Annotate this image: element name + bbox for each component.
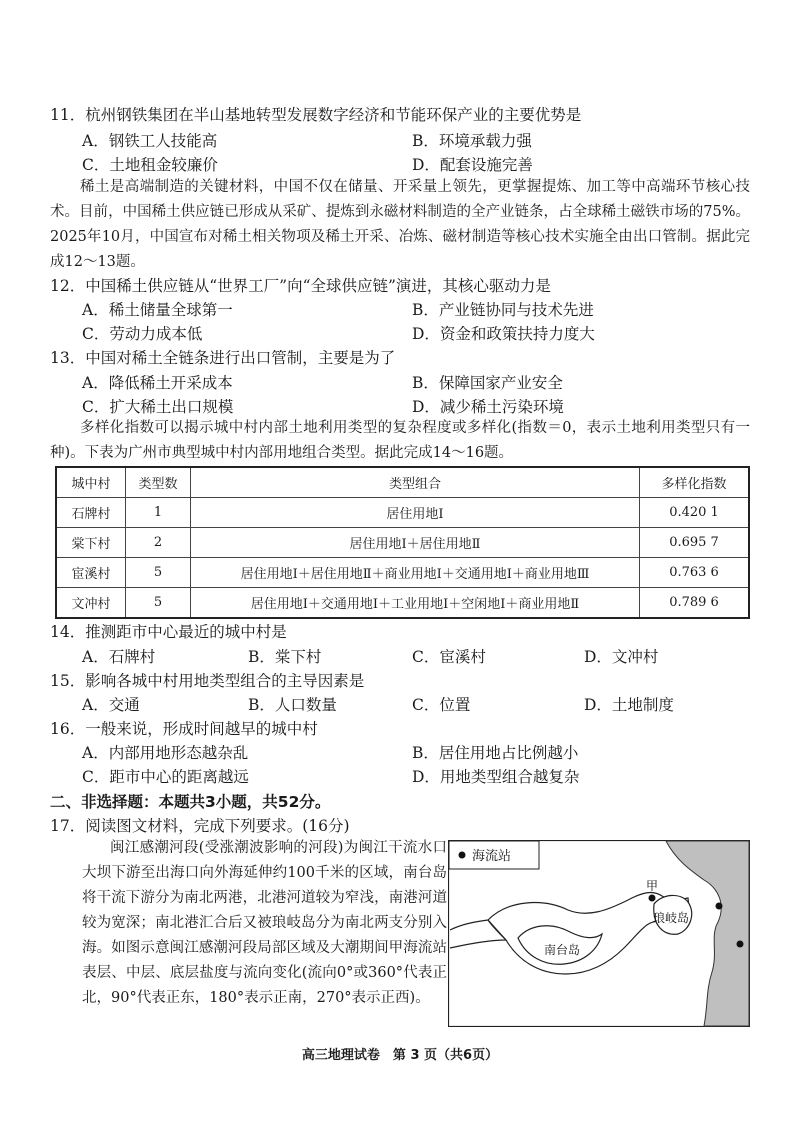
section-heading: 二、非选择题：本题共3小题，共52分。 [50, 793, 331, 811]
q11-option-a: A．钢铁工人技能高 [82, 132, 218, 150]
table-header-count: 类型数 [126, 467, 191, 498]
q11-option-b: B．环境承载力强 [412, 132, 532, 150]
q14-option-c: C．宦溪村 [412, 648, 486, 666]
page-footer: 高三地理试卷 第 3 页（共6页） [301, 1048, 499, 1063]
q13-option-a: A．降低稀土开采成本 [82, 374, 233, 392]
cell-village: 宦溪村 [56, 558, 126, 588]
q17-material: 闽江感潮河段(受涨潮波影响的河段)为闽江干流水口大坝下游至出海口向外海延伸约100千米的区域，南台岛将干流下游分为南北两港，北港河道较为窄浅，南港河道较为宽深；南北港汇合后又被琅岐岛分为南北两支分别入海。如图示意闽江感潮河段局部区域及大潮期间甲海流站表层、中层、底层盐度与流向变化(流向0°或360°代表正北，90°代表正东，180°表示正南，270°表示正西)。 [82, 840, 447, 1006]
cell-village: 石牌村 [56, 498, 126, 528]
nantai-label: 南台岛 [544, 943, 581, 957]
q15-stem: 15．影响各城中村用地类型组合的主导因素是 [50, 672, 365, 690]
table-header-row [56, 467, 749, 498]
table-row [56, 558, 749, 588]
cell-count: 5 [126, 558, 191, 588]
q14-option-a: A．石牌村 [82, 648, 156, 666]
station-jia-label: 甲 [646, 879, 659, 893]
cell-count: 5 [126, 588, 191, 619]
q13-option-b: B．保障国家产业安全 [412, 374, 563, 392]
cell-index: 0.763 6 [640, 558, 750, 588]
q17-stem: 17．阅读图文材料，完成下列要求。(16分) [50, 817, 350, 835]
table-row [56, 498, 749, 528]
q11-option-c: C．土地租金较廉价 [82, 156, 218, 174]
q16-option-b: B．居住用地占比例越小 [412, 744, 579, 762]
offshore-station-dot [737, 941, 744, 948]
cell-index: 0.789 6 [640, 588, 750, 619]
table-header-index: 多样化指数 [640, 467, 750, 498]
cell-combination: 居住用地Ⅰ [191, 498, 640, 528]
q12-option-a: A．稀土储量全球第一 [82, 301, 233, 319]
cell-village: 棠下村 [56, 528, 126, 558]
table-row [56, 528, 749, 558]
q15-option-a: A．交通 [82, 696, 140, 714]
q15-option-b: B．人口数量 [248, 696, 337, 714]
cell-index: 0.420 1 [640, 498, 750, 528]
q13-option-c: C．扩大稀土出口规模 [82, 398, 234, 416]
passage-diversity-index: 多样化指数可以揭示城中村内部土地利用类型的复杂程度或多样化(指数＝0，表示土地利用类型只有一种)。下表为广州市典型城中村内部用地组合类型。据此完成14～16题。 [50, 420, 750, 461]
q12-stem: 12．中国稀土供应链从“世界工厂”向“全球供应链”演进，其核心驱动力是 [50, 277, 551, 295]
station-jia-dot [649, 895, 656, 902]
q13-option-d: D．减少稀土污染环境 [412, 398, 564, 416]
legend-label: 海流站 [472, 849, 512, 864]
cell-combination: 居住用地Ⅰ＋居住用地Ⅱ＋商业用地Ⅰ＋交通用地Ⅰ＋商业用地Ⅲ [191, 558, 640, 588]
cell-count: 1 [126, 498, 191, 528]
passage-rare-earth: 稀土是高端制造的关键材料，中国不仅在储量、开采量上领先，更掌握提炼、加工等中高端环节核心技术。目前，中国稀土供应链已形成从采矿、提炼到永磁材料制造的全产业链条，占全球稀土磁铁市场的75%。2025年10月，中国宣布对稀土相关物项及稀土开采、冶炼、磁材制造等核心技术实施全由出口管制。据此完成12～13题。 [50, 179, 750, 270]
offshore-station-dot [716, 903, 723, 910]
table-header-combination: 类型组合 [191, 467, 640, 498]
q14-option-d: D．文冲村 [584, 648, 659, 666]
q12-option-c: C．劳动力成本低 [82, 325, 203, 343]
cell-combination: 居住用地Ⅰ＋居住用地Ⅱ [191, 528, 640, 558]
q15-option-c: C．位置 [412, 696, 471, 714]
q13-stem: 13．中国对稀土全链条进行出口管制，主要是为了 [50, 349, 396, 367]
cell-village: 文冲村 [56, 588, 126, 619]
q16-option-d: D．用地类型组合越复杂 [412, 768, 580, 786]
q12-option-b: B．产业链协同与技术先进 [412, 301, 594, 319]
langqi-label: 琅岐岛 [653, 911, 690, 925]
legend-station-dot [459, 852, 466, 859]
q16-option-a: A．内部用地形态越杂乱 [82, 744, 249, 762]
table-header-village: 城中村 [56, 467, 126, 498]
cell-combination: 居住用地Ⅰ＋交通用地Ⅰ＋工业用地Ⅰ＋空闲地Ⅰ＋商业用地Ⅱ [191, 588, 640, 619]
minjiang-map [448, 840, 750, 1027]
q12-option-d: D．资金和政策扶持力度大 [412, 325, 595, 343]
q14-stem: 14．推测距市中心最近的城中村是 [50, 623, 287, 641]
q11-option-d: D．配套设施完善 [412, 156, 533, 174]
q14-option-b: B．棠下村 [248, 648, 322, 666]
land-use-table [55, 466, 750, 619]
cell-count: 2 [126, 528, 191, 558]
table-row [56, 588, 749, 619]
q16-option-c: C．距市中心的距离越远 [82, 768, 249, 786]
cell-index: 0.695 7 [640, 528, 750, 558]
q11-stem: 11．杭州钢铁集团在半山基地转型发展数字经济和节能环保产业的主要优势是 [50, 106, 582, 124]
q15-option-d: D．土地制度 [584, 696, 674, 714]
q16-stem: 16．一般来说，形成时间越早的城中村 [50, 720, 318, 738]
